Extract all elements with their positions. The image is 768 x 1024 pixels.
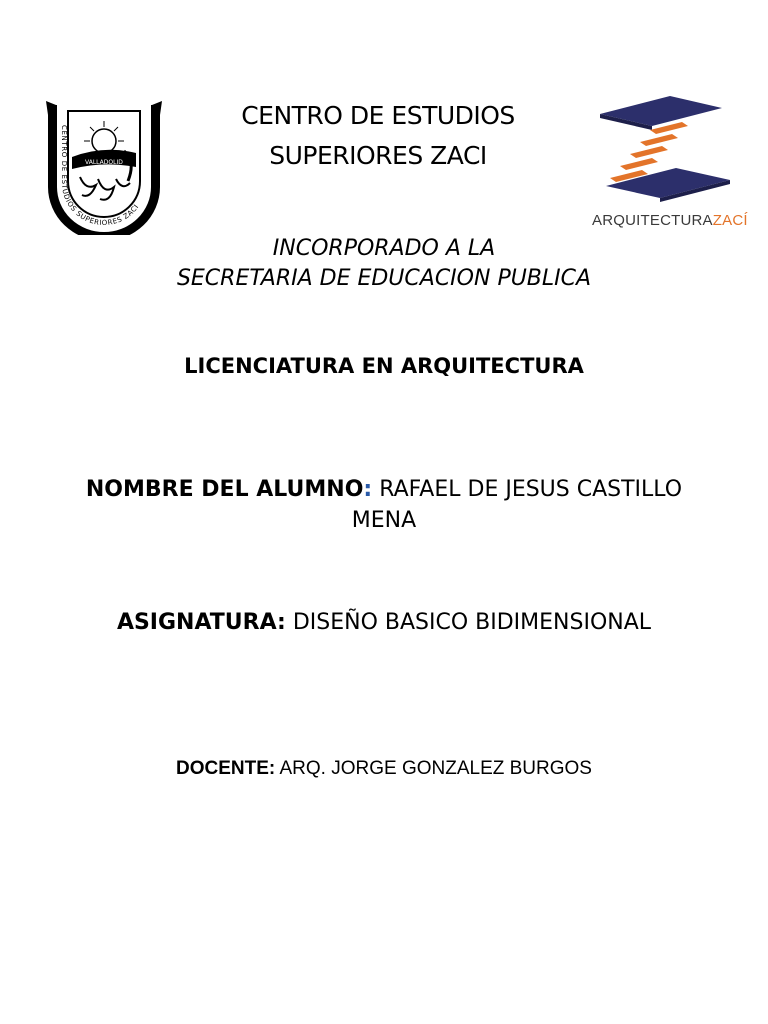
logo-wordmark bbox=[592, 212, 748, 229]
student-label: NOMBRE DEL ALUMNO bbox=[85, 477, 364, 502]
subject-field bbox=[84, 607, 684, 638]
seal-banner-text: VALLADOLID bbox=[85, 159, 123, 166]
institution-title bbox=[178, 96, 578, 176]
teacher-name: ARQ. JORGE GONZALEZ BURGOS bbox=[279, 758, 592, 779]
logo-wordmark-zaci: ZACÍ bbox=[712, 212, 748, 229]
incorporation-line-1: INCORPORADO A LA bbox=[272, 236, 496, 261]
seal-ring-text: CENTRO DE ESTUDIOS SUPERIORES ZACI bbox=[59, 125, 141, 228]
arquitectura-zaci-logo bbox=[592, 94, 748, 236]
student-name: RAFAEL DE JESUS CASTILLO MENA bbox=[351, 477, 683, 533]
incorporation-statement bbox=[84, 234, 684, 294]
subject-label: ASIGNATURA: bbox=[116, 610, 286, 635]
subject-name: DISEÑO BASICO BIDIMENSIONAL bbox=[292, 610, 652, 635]
staircase-z-icon bbox=[592, 94, 738, 206]
program-name: LICENCIATURA EN ARQUITECTURA bbox=[184, 354, 584, 378]
title-line-2: SUPERIORES ZACI bbox=[269, 141, 487, 170]
student-label-colon: : bbox=[363, 477, 373, 502]
teacher-field bbox=[84, 755, 684, 783]
institution-seal-logo bbox=[40, 95, 168, 235]
logo-wordmark-arquitectura: ARQUITECTURA bbox=[592, 212, 713, 229]
teacher-label: DOCENTE: bbox=[176, 758, 276, 779]
incorporation-line-2: SECRETARIA DE EDUCACION PUBLICA bbox=[176, 266, 592, 291]
student-field bbox=[84, 474, 684, 536]
title-line-1: CENTRO DE ESTUDIOS bbox=[241, 101, 515, 130]
